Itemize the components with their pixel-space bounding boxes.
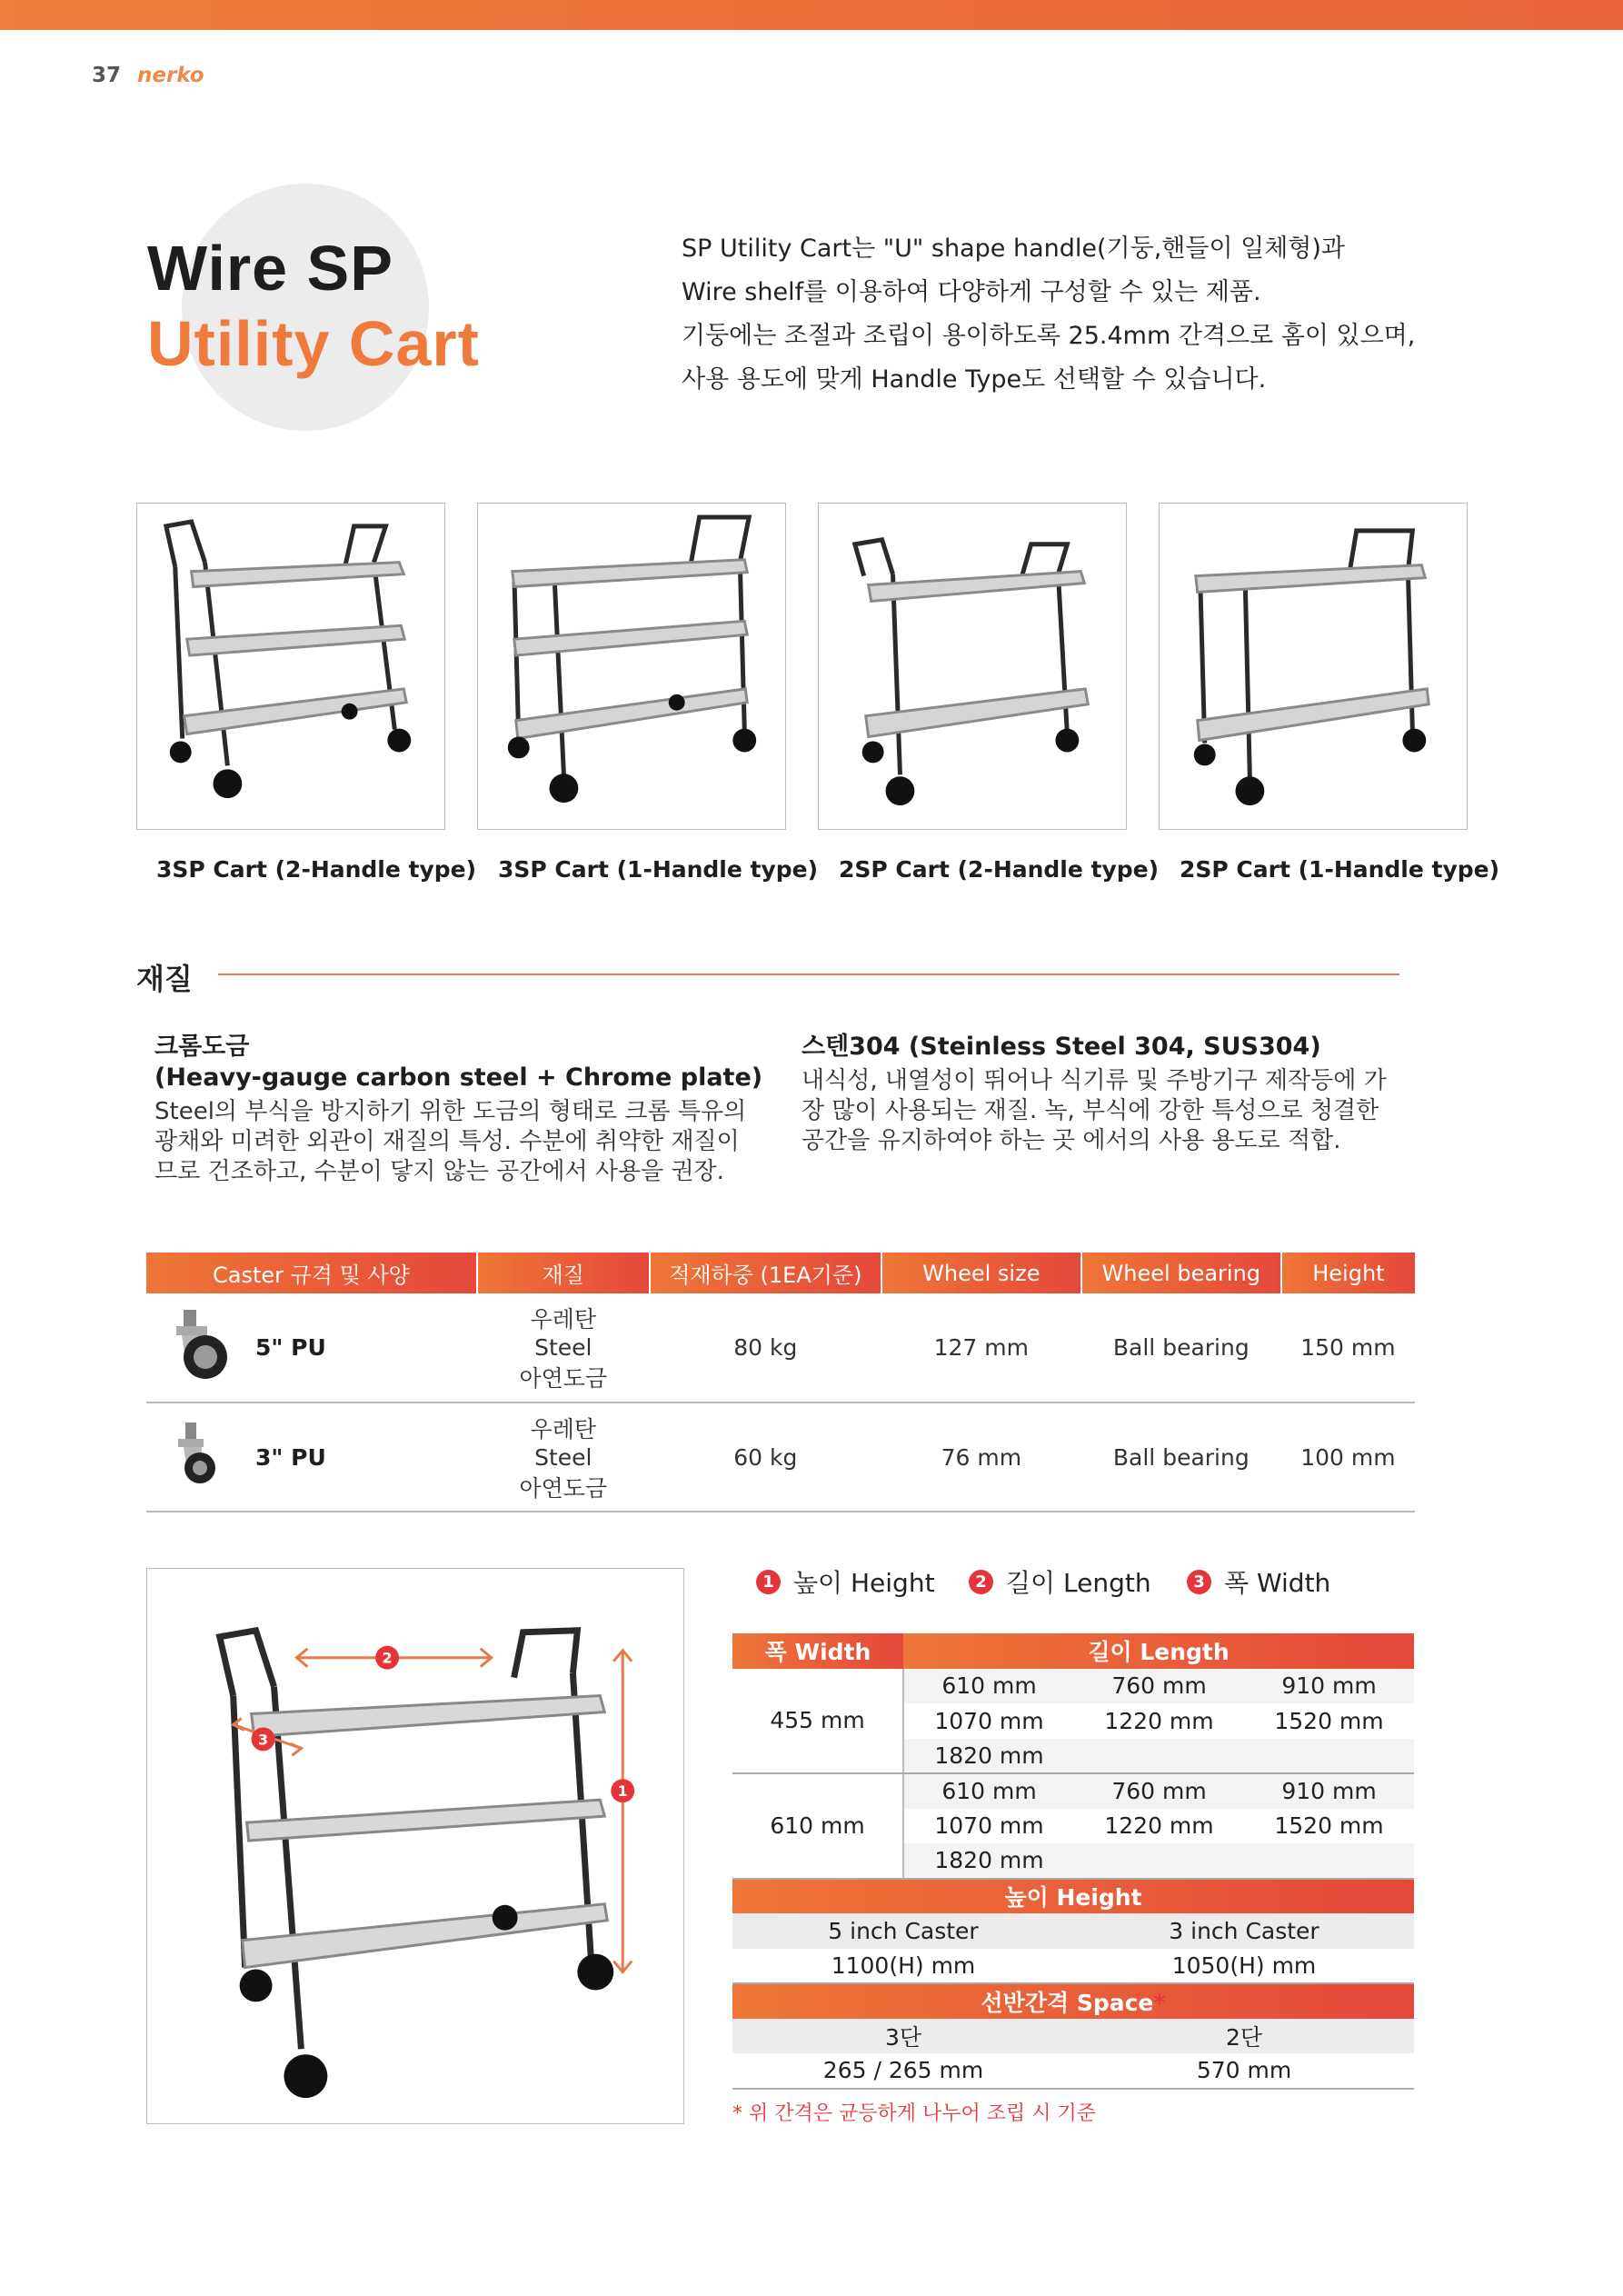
material-subtitle: (Heavy-gauge carbon steel + Chrome plate)	[154, 1063, 763, 1092]
description-line: 공간을 유지하여야 하는 곳 에서의 사용 용도로 적합.	[802, 1127, 1341, 1154]
space-label: 3단	[732, 2019, 1074, 2054]
legend-number: 3	[1187, 1570, 1211, 1594]
legend-height	[756, 1563, 935, 1600]
table-row	[732, 2053, 1414, 2089]
height-label: 5 inch Caster	[732, 1913, 1074, 1949]
space-label: 2단	[1074, 2019, 1414, 2054]
caster-height: 150 mm	[1281, 1293, 1415, 1403]
marker-length-text: 2	[382, 1649, 393, 1667]
space-value: 570 mm	[1074, 2053, 1414, 2089]
intro-text	[682, 227, 1499, 402]
intro-line: 사용 용도에 맞게 Handle Type도 선택할 수 있습니다.	[682, 365, 1267, 394]
section-divider	[218, 973, 1399, 975]
length-value: 910 mm	[1244, 1669, 1414, 1704]
length-value: 1820 mm	[903, 1739, 1074, 1774]
material-title: 스텐304 (Steinless Steel 304, SUS304)	[802, 1033, 1321, 1061]
caster-wheel-size: 76 mm	[881, 1403, 1081, 1512]
intro-line: Wire shelf를 이용하여 다양하게 구성할 수 있는 제품.	[682, 278, 1261, 306]
length-value: 1520 mm	[1274, 1812, 1384, 1840]
width-value: 455 mm	[732, 1669, 903, 1774]
description-line: 므로 건조하고, 수분이 닿지 않는 공간에서 사용을 권장.	[154, 1158, 724, 1185]
marker-width-text: 3	[258, 1731, 269, 1749]
caster-5in-icon	[158, 1304, 240, 1386]
material-stainless	[802, 1032, 1438, 1156]
length-value: 760 mm	[1074, 1773, 1244, 1809]
height-label: 3 inch Caster	[1074, 1913, 1414, 1949]
product-image-3sp-2handle	[136, 503, 445, 830]
caster-name: 5" PU	[246, 1293, 477, 1403]
caster-image	[146, 1293, 246, 1403]
space-header	[732, 1983, 1414, 2019]
product-label: 3SP Cart (1-Handle type)	[498, 856, 819, 883]
marker-height-text: 1	[617, 1782, 628, 1801]
table-header-row	[732, 1983, 1414, 2019]
caster-bearing: Ball bearing	[1081, 1403, 1281, 1512]
size-spec-table	[732, 1633, 1414, 2090]
material-line: 우레탄	[530, 1415, 597, 1442]
legend-number: 1	[756, 1570, 781, 1594]
product-label: 3SP Cart (2-Handle type)	[156, 856, 477, 883]
length-value: 760 mm	[1074, 1669, 1244, 1704]
intro-line: SP Utility Cart는 "U" shape handle(기둥,핸들이 일체형)과	[682, 235, 1345, 263]
cart-illustration	[819, 504, 1126, 829]
caster-3in-icon	[158, 1413, 240, 1495]
footnote: * 위 간격은 균등하게 나누어 조립 시 기준	[732, 2102, 1096, 2125]
width-value: 610 mm	[732, 1773, 903, 1879]
table-row	[732, 1913, 1414, 1949]
table-row	[732, 1773, 1414, 1809]
material-description	[154, 1097, 791, 1187]
column-header: 적재하중 (1EA기준)	[650, 1253, 881, 1293]
caster-spec-table	[146, 1253, 1415, 1512]
length-value: 1070 mm	[934, 1707, 1044, 1734]
description-line: Steel의 부식을 방지하기 위한 도금의 형태로 크롬 특유의	[154, 1098, 747, 1125]
product-image-3sp-1handle	[477, 503, 786, 830]
length-value: 910 mm	[1244, 1773, 1414, 1809]
column-header: 재질	[477, 1253, 650, 1293]
caster-bearing: Ball bearing	[1081, 1293, 1281, 1403]
table-row	[146, 1293, 1415, 1403]
table-header-row	[146, 1253, 1415, 1293]
description-line: 광채와 미려한 외관이 재질의 특성. 수분에 취약한 재질이	[154, 1128, 740, 1155]
column-header: Caster 규격 및 사양	[146, 1253, 477, 1293]
caster-load: 80 kg	[650, 1293, 881, 1403]
cart-illustration	[478, 504, 785, 829]
legend-number: 2	[969, 1570, 993, 1594]
caster-image	[146, 1403, 246, 1512]
caster-material	[477, 1293, 650, 1403]
material-title: 크롬도금	[154, 1033, 250, 1061]
page-title-line1: Wire SP	[147, 233, 393, 304]
legend-label: 폭 Width	[1224, 1568, 1331, 1598]
length-value: 610 mm	[903, 1773, 1074, 1809]
caster-name: 3" PU	[246, 1403, 477, 1512]
product-image-2sp-1handle	[1159, 503, 1468, 830]
length-value: 1220 mm	[1104, 1707, 1214, 1734]
table-header-row	[732, 1633, 1414, 1669]
cart-dimension-illustration	[147, 1569, 683, 2123]
legend-length	[969, 1563, 1151, 1600]
length-value: 1220 mm	[1104, 1812, 1214, 1840]
caster-load: 60 kg	[650, 1403, 881, 1512]
material-line: 우레탄	[530, 1306, 597, 1333]
length-value	[1244, 1843, 1414, 1879]
caster-height: 100 mm	[1281, 1403, 1415, 1512]
intro-line: 기둥에는 조절과 조립이 용이하도록 25.4mm 간격으로 홈이 있으며,	[682, 322, 1416, 350]
table-row	[732, 1669, 1414, 1704]
material-description	[802, 1066, 1438, 1156]
material-line: 아연도금	[519, 1474, 608, 1502]
brand-name: nerko	[137, 64, 204, 87]
materials-heading: 재질	[136, 962, 193, 996]
length-value: 610 mm	[903, 1669, 1074, 1704]
column-header: Wheel size	[881, 1253, 1081, 1293]
legend-label: 길이 Length	[1006, 1568, 1151, 1598]
legend-width	[1187, 1563, 1330, 1600]
product-image-2sp-2handle	[818, 503, 1127, 830]
page-number: 37	[92, 64, 122, 87]
length-header: 길이 Length	[903, 1633, 1414, 1669]
length-value: 1520 mm	[1274, 1707, 1384, 1734]
dimension-cart-image	[146, 1568, 684, 2124]
column-header: Height	[1281, 1253, 1415, 1293]
column-header: Wheel bearing	[1081, 1253, 1281, 1293]
material-line: Steel	[534, 1334, 592, 1361]
length-value	[1074, 1843, 1244, 1879]
table-row	[732, 2019, 1414, 2054]
length-value	[1244, 1739, 1414, 1774]
table-header-row	[732, 1879, 1414, 1914]
table-row	[146, 1403, 1415, 1512]
product-label: 2SP Cart (2-Handle type)	[839, 856, 1160, 883]
length-value: 1070 mm	[934, 1812, 1044, 1840]
height-value: 1100(H) mm	[732, 1949, 1074, 1984]
description-line: 내식성, 내열성이 뛰어나 식기류 및 주방기구 제작등에 가	[802, 1067, 1387, 1094]
height-value: 1050(H) mm	[1074, 1949, 1414, 1984]
product-label: 2SP Cart (1-Handle type)	[1180, 856, 1500, 883]
space-value: 265 / 265 mm	[732, 2053, 1074, 2089]
table-row	[732, 1949, 1414, 1984]
material-chrome	[154, 1032, 791, 1187]
cart-illustration	[1160, 504, 1467, 829]
width-header: 폭 Width	[732, 1633, 903, 1669]
material-line: 아연도금	[519, 1365, 608, 1392]
height-header: 높이 Height	[732, 1879, 1414, 1914]
cart-illustration	[137, 504, 444, 829]
material-line: Steel	[534, 1443, 592, 1471]
asterisk: *	[1153, 1989, 1166, 2016]
top-accent-bar	[0, 0, 1623, 30]
length-value	[1074, 1739, 1244, 1774]
description-line: 장 많이 사용되는 재질. 녹, 부식에 강한 특성으로 청결한	[802, 1097, 1379, 1124]
space-header-label: 선반간격 Space	[981, 1989, 1154, 2016]
page-title-line2: Utility Cart	[147, 308, 480, 379]
caster-wheel-size: 127 mm	[881, 1293, 1081, 1403]
legend-label: 높이 Height	[793, 1568, 935, 1598]
length-value: 1820 mm	[903, 1843, 1074, 1879]
caster-material	[477, 1403, 650, 1512]
